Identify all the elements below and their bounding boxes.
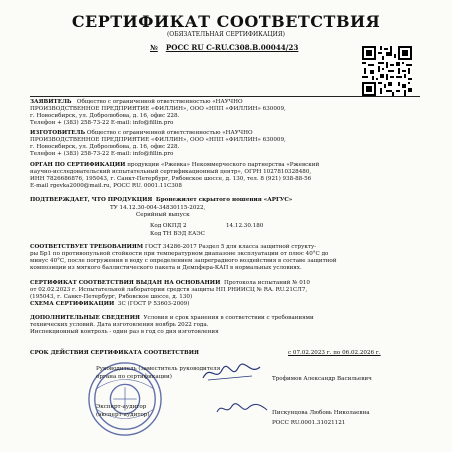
tnved-label: Код ТН ВЭД ЕАЭС — [150, 231, 205, 237]
applicant-line4: Телефон + (383) 258-73-22 E-mail: info@fillin.pro — [30, 120, 174, 126]
compliance-line2: ры Бр1 по противопульной стойкости при температурном диапазоне эксплуатации от плюс 40°С до — [30, 251, 329, 257]
applicant-label: ЗАЯВИТЕЛЬ — [30, 99, 72, 105]
compliance-line4: композиции из мягкого баллистического пакета и Демпфера-КАП в нормальных условиях. — [30, 265, 302, 271]
qr-code-icon — [362, 46, 412, 96]
manufacturer-section — [30, 130, 412, 158]
product-label: ПОДТВЕРЖДАЕТ, ЧТО ПРОДУКЦИЯ — [30, 197, 153, 203]
additional-section — [30, 315, 412, 336]
cert-body-line4: E-mail rgevka2000@mail.ru, РОСС RU. 0001.11C308 — [30, 183, 182, 189]
basis-label: СЕРТИФИКАТ СООТВЕТСТВИЯ ВЫДАН НА ОСНОВАНИИ — [30, 280, 221, 286]
manufacturer-line1: Общество с ограниченной ответственностью «НАУЧНО — [86, 130, 253, 136]
page-title: СЕРТИФИКАТ СООТВЕТСТВИЯ — [71, 12, 381, 31]
okpd-value: 14.12.30.180 — [226, 223, 264, 229]
page-subtitle: (ОБЯЗАТЕЛЬНАЯ СЕРТИФИКАЦИЯ) — [166, 31, 286, 38]
additional-label: ДОПОЛНИТЕЛЬНЫЕ СВЕДЕНИЯ — [30, 315, 140, 321]
expert-name: Пискунцова Любовь Николаевна — [272, 410, 370, 416]
applicant-section — [30, 99, 412, 127]
product-line — [30, 197, 292, 204]
product-name: Бронежилет скрытого ношения «АРГУС» — [155, 197, 293, 203]
compliance-label: СООТВЕТСТВУЕТ ТРЕБОВАНИЯМ — [30, 244, 144, 250]
compliance-line3: минус 40°С, после погружения в воду с определением запреградного воздействия в составе защитной — [30, 258, 337, 264]
head-signature-icon — [200, 362, 264, 384]
product-serial: Серийный выпуск — [136, 212, 190, 218]
expert-signature-icon — [214, 398, 270, 418]
manufacturer-line2: ПРОИЗВОДСТВЕННОЕ ПРЕДПРИЯТИЕ «ФИЛЛИН», ООО «НПП «ФИЛЛИН» 630009, — [30, 137, 286, 143]
applicant-line1: Общество с ограниченной ответственностью «НАУЧНО — [76, 99, 243, 105]
cert-body-label: ОРГАН ПО СЕРТИФИКАЦИИ — [30, 162, 126, 168]
certificate-number — [150, 44, 298, 51]
expert-registration: РОСС RU.0001.31021121 — [272, 420, 346, 426]
basis-section — [30, 280, 412, 308]
manufacturer-line4: Телефон + (383) 258-73-22 E-mail: info@fillin.pro — [30, 151, 174, 157]
applicant-line2: ПРОИЗВОДСТВЕННОЕ ПРЕДПРИЯТИЕ «ФИЛЛИН», ООО «НПП «ФИЛЛИН» 630009, — [30, 106, 286, 112]
head-role-line2: органа по сертификации) — [96, 374, 172, 380]
manufacturer-line3: г. Новосибирск, ул. Добролюбова, д. 16, офис 228. — [30, 144, 180, 150]
product-tu: ТУ 14.12.30-004-34830115-2022, — [110, 205, 206, 211]
validity-dates: с 07.02.2023 г. по 06.02.2026 г. — [288, 350, 381, 356]
head-role-line1: Руководитель (заместитель руководителя — [96, 366, 221, 372]
manufacturer-label: ИЗГОТОВИТЕЛЬ — [30, 130, 86, 136]
compliance-section — [30, 244, 412, 272]
section-divider — [30, 96, 420, 97]
basis-line2: от 02.02.2023 г. Испытательной лаборатории средств защиты НП РНИИСЦ № RA. RU.21СЛ7, — [30, 287, 308, 293]
cert-body-line3: ИНН 7826686876, 195043, г. Санкт-Петербург, Рябовское шоссе, д. 130, тел. 8 (921) 938-88-56 — [30, 176, 312, 182]
scheme-value: 3С (ГОСТ Р 53603-2009) — [117, 301, 190, 307]
basis-line3: (195043, г. Санкт-Петербург, Рябовское шоссе, д. 130) — [30, 294, 193, 300]
number-value: РОСС RU C-RU.C308.B.00044/23 — [165, 43, 299, 52]
additional-line3: Инспекционный контроль - один раз в год со дня изготовления — [30, 329, 219, 335]
additional-line2: технических условий. Дата изготовления ноябрь 2022 года. — [30, 322, 209, 328]
expert-role-line2: (эксперт-аудитор) — [96, 412, 150, 418]
compliance-line1: ГОСТ 34286-2017 Раздел 5 для класса защитной структу- — [144, 244, 317, 250]
okpd-label: Код ОКПД 2 — [150, 223, 187, 229]
basis-line1: Протокола испытаний № 010 — [223, 280, 310, 286]
applicant-line3: г. Новосибирск, ул. Добролюбова, д. 16, офис 228. — [30, 113, 180, 119]
validity-line — [30, 350, 199, 357]
number-label: № — [150, 43, 158, 52]
head-name: Трофимов Александр Васильевич — [272, 376, 372, 382]
expert-role-line1: Эксперт-аудитор — [96, 404, 147, 410]
cert-body-line1: продукции «Ржевка» Некоммерческого партнерства «Ржевский — [127, 162, 320, 168]
validity-label: СРОК ДЕЙСТВИЯ СЕРТИФИКАТА СООТВЕТСТВИЯ — [30, 350, 199, 356]
cert-body-section — [30, 162, 412, 190]
additional-line1: Условия и срок хранения в соответствии с требованиями — [143, 315, 314, 321]
scheme-label: СХЕМА СЕРТИФИКАЦИИ — [30, 301, 115, 307]
cert-body-line2: научно-исследовательский испытательный сертификационный центр», ОГРН 1027810328480, — [30, 169, 312, 175]
